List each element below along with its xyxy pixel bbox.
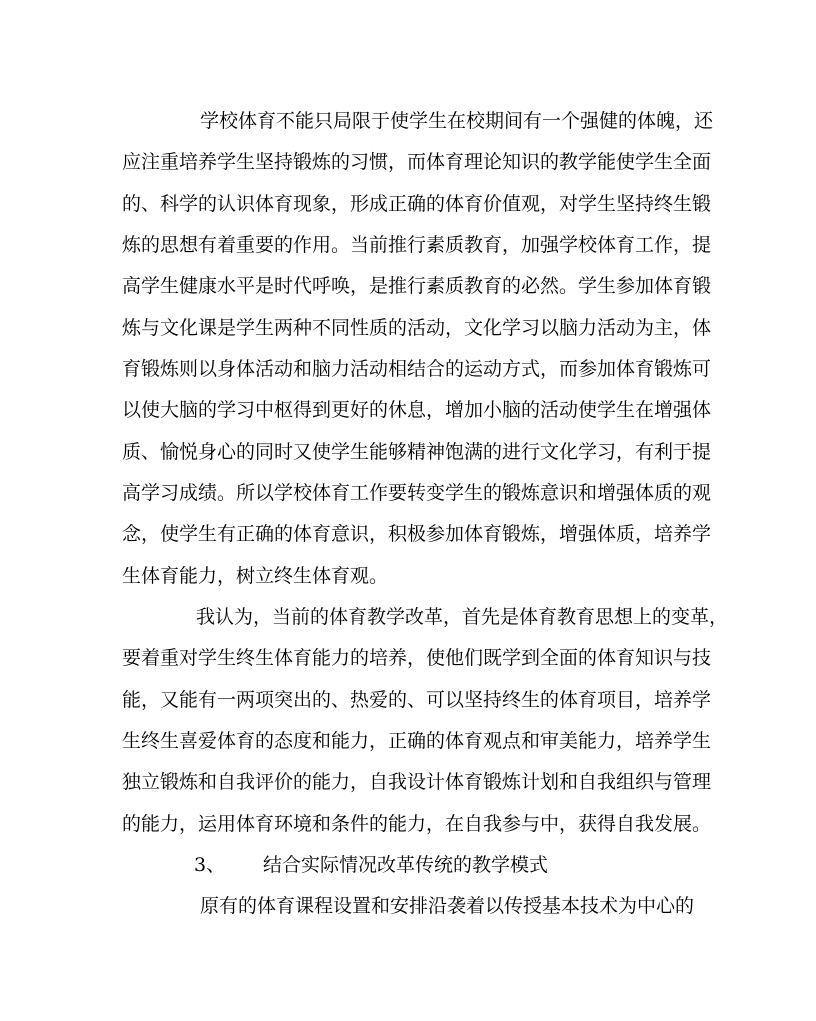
line-text: 以使大脑的学习中枢得到更好的休息，增加小脑的活动使学生在增强体 xyxy=(122,399,712,421)
paragraph-1-line-10 xyxy=(0,476,816,510)
line-text: 高学习成绩。所以学校体育工作要转变学生的锻炼意识和增强体质的观 xyxy=(122,482,712,504)
paragraph-1-line-5 xyxy=(0,269,816,303)
paragraph-2-line-4 xyxy=(0,724,816,758)
line-text: 我认为，当前的体育教学改革，首先是体育教育思想上的变革， xyxy=(196,606,729,628)
line-text: 要着重对学生终生体育能力的培养，使他们既学到全面的体育知识与技 xyxy=(122,647,712,669)
line-text: 育锻炼则以身体活动和脑力活动相结合的运动方式，而参加体育锻炼可 xyxy=(122,358,712,380)
paragraph-1-line-7 xyxy=(0,352,816,386)
paragraph-2-line-6 xyxy=(0,807,816,841)
paragraph-2-line-1 xyxy=(0,600,816,634)
line-text: 学校体育不能只局限于使学生在校期间有一个强健的体魄，还 xyxy=(200,110,714,132)
paragraph-1-line-4 xyxy=(0,228,816,262)
line-text: 原有的体育课程设置和安排沿袭着以传授基本技术为中心的 xyxy=(200,895,695,917)
paragraph-1-line-11 xyxy=(0,517,816,551)
line-text: 生体育能力，树立终生体育观。 xyxy=(122,565,389,587)
line-text: 应注重培养学生坚持锻炼的习惯，而体育理论知识的教学能使学生全面 xyxy=(122,151,712,173)
paragraph-1-line-12 xyxy=(0,559,816,593)
paragraph-1-line-3 xyxy=(0,187,816,221)
line-text: 高学生健康水平是时代呼唤，是推行素质教育的必然。学生参加体育锻 xyxy=(122,275,712,297)
section-number: 3、 xyxy=(194,854,226,876)
paragraph-1-line-1 xyxy=(0,104,816,138)
paragraph-2-line-3 xyxy=(0,683,816,717)
line-text: 独立锻炼和自我评价的能力，自我设计体育锻炼计划和自我组织与管理 xyxy=(122,771,712,793)
paragraph-3-line-1 xyxy=(0,889,816,923)
paragraph-1-line-9 xyxy=(0,435,816,469)
paragraph-2-line-2 xyxy=(0,641,816,675)
paragraph-1-line-8 xyxy=(0,393,816,427)
paragraph-2-line-5 xyxy=(0,765,816,799)
paragraph-1-line-6 xyxy=(0,311,816,345)
section-heading xyxy=(0,848,816,882)
line-text: 生终生喜爱体育的态度和能力，正确的体育观点和审美能力，培养学生 xyxy=(122,730,712,752)
line-text: 炼与文化课是学生两种不同性质的活动，文化学习以脑力活动为主，体 xyxy=(122,317,712,339)
line-text: 的、科学的认识体育现象，形成正确的体育价值观，对学生坚持终生锻 xyxy=(122,193,712,215)
line-text: 质、愉悦身心的同时又使学生能够精神饱满的进行文化学习，有利于提 xyxy=(122,441,712,463)
line-text: 的能力，运用体育环境和条件的能力，在自我参与中，获得自我发展。 xyxy=(122,813,712,835)
line-text: 能，又能有一两项突出的、热爱的、可以坚持终生的体育项目，培养学 xyxy=(122,689,712,711)
line-text: 炼的思想有着重要的作用。当前推行素质教育，加强学校体育工作，提 xyxy=(122,234,712,256)
paragraph-1-line-2 xyxy=(0,145,816,179)
section-title: 结合实际情况改革传统的教学模式 xyxy=(263,854,549,876)
line-text: 念，使学生有正确的体育意识，积极参加体育锻炼，增强体质，培养学 xyxy=(122,523,712,545)
